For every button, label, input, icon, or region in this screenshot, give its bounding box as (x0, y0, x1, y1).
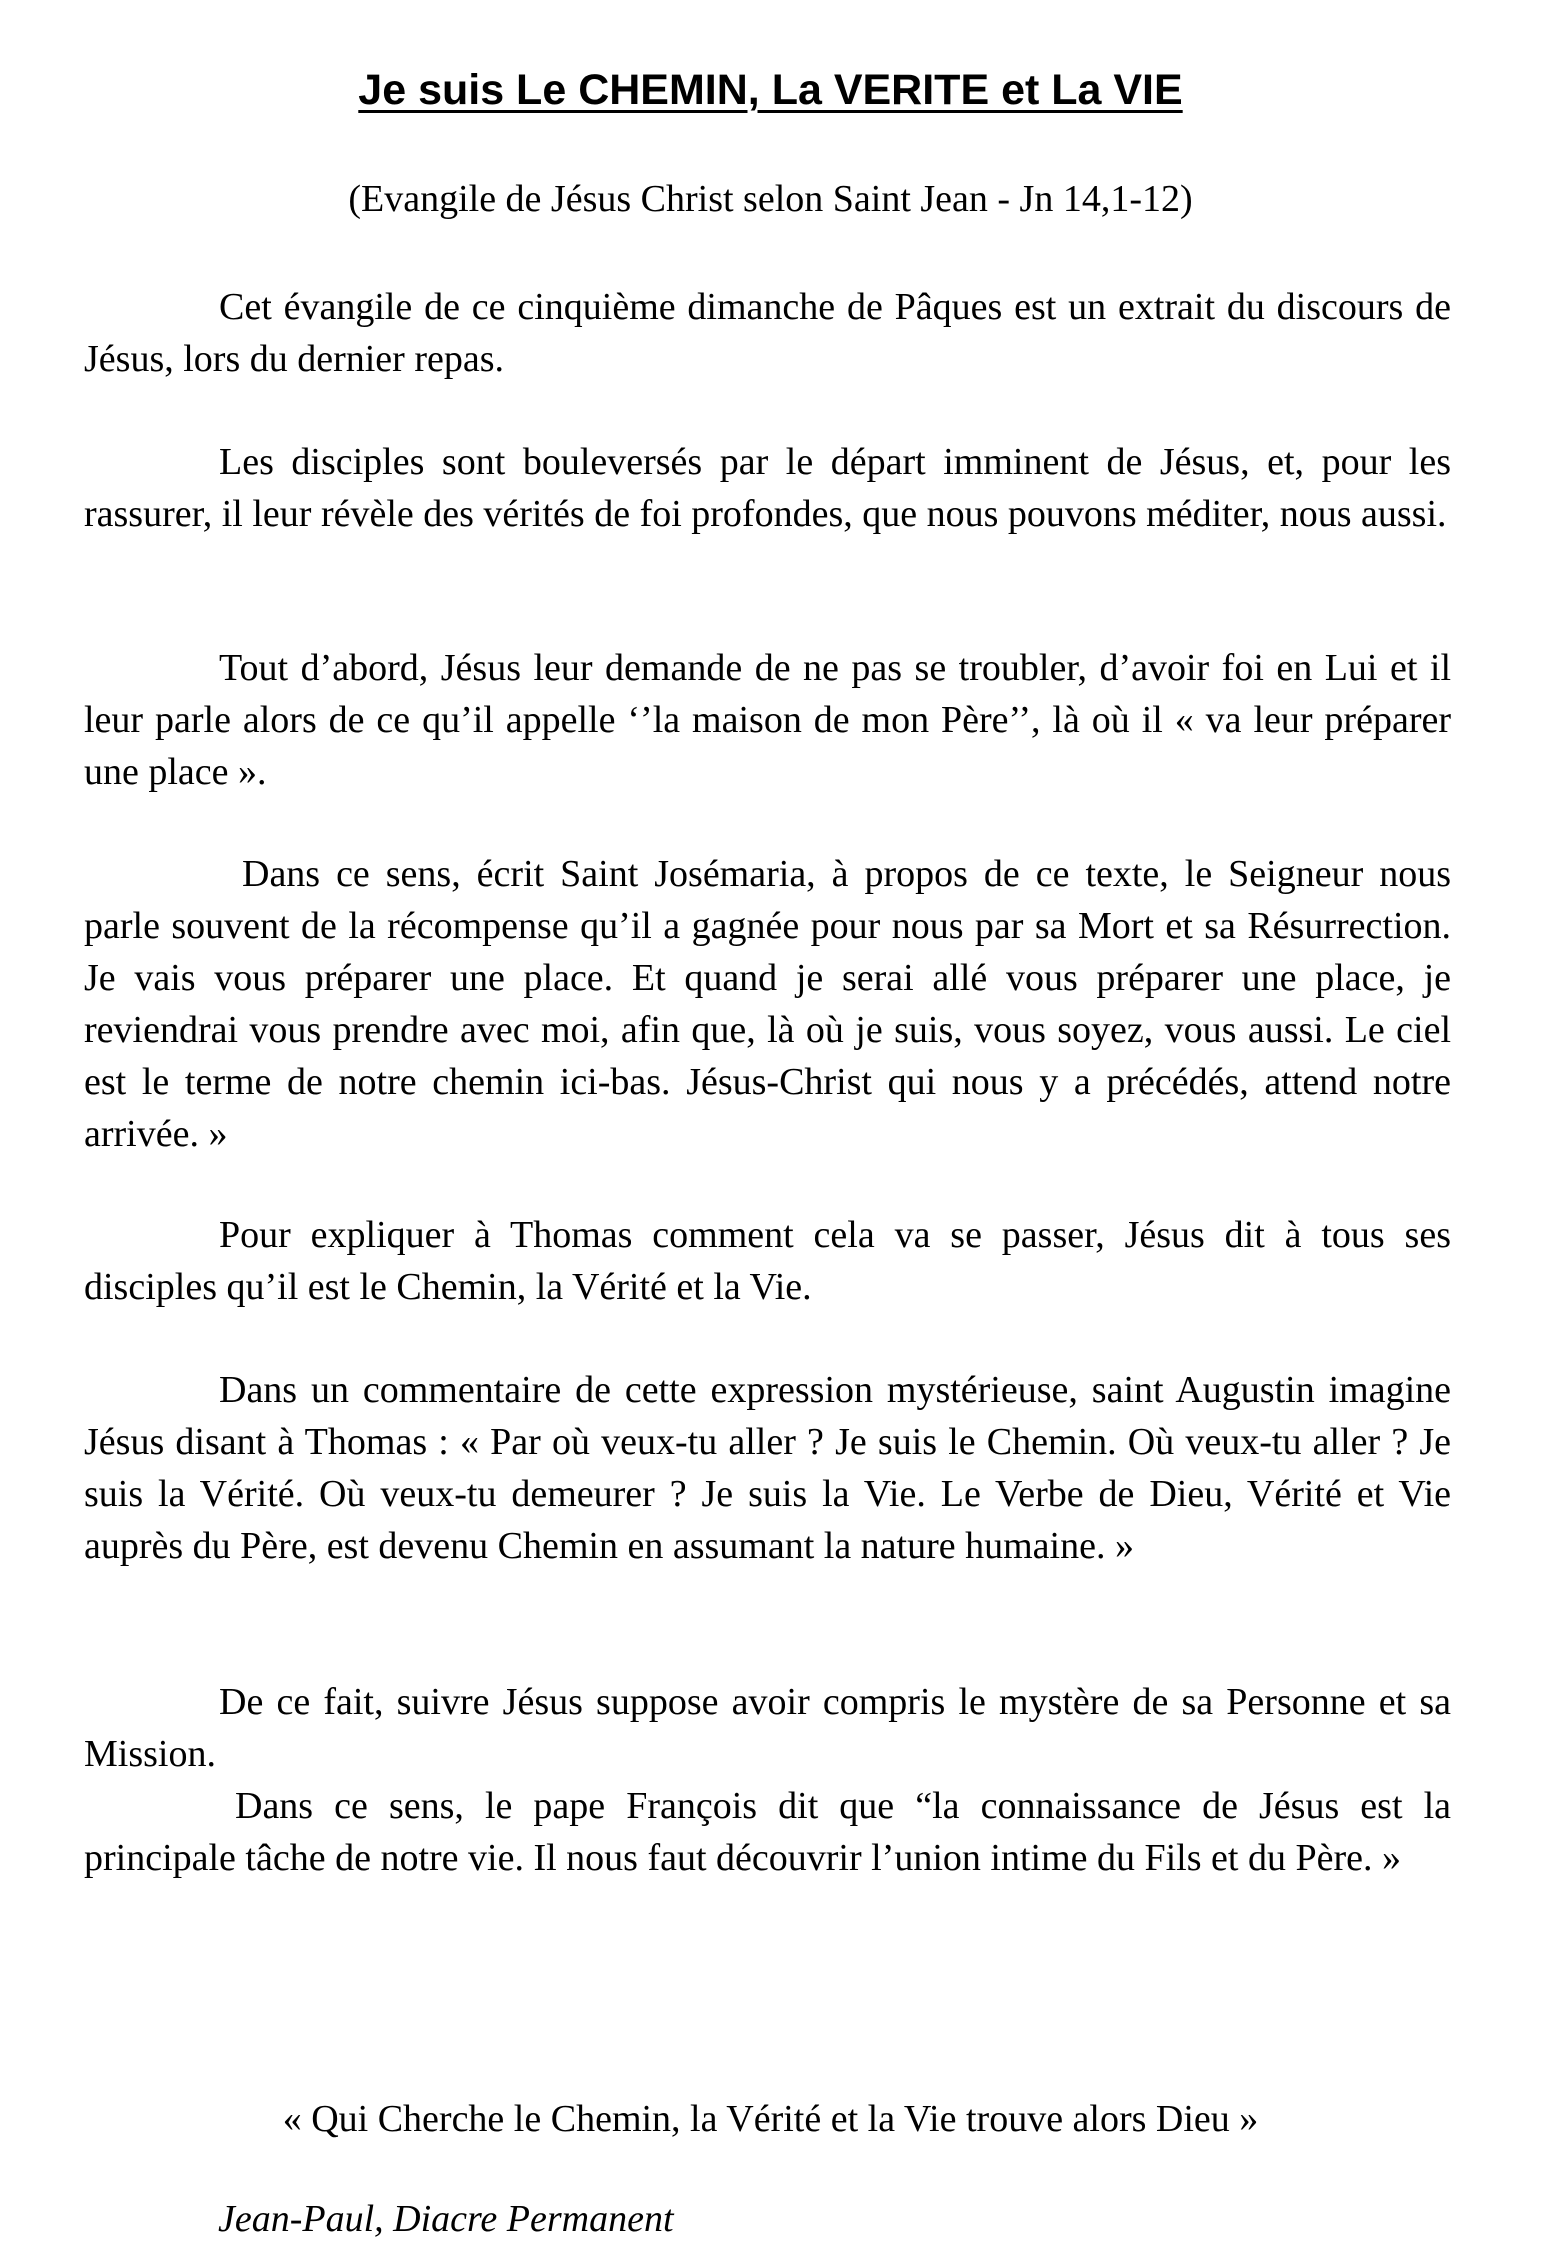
gospel-reference: (Evangile de Jésus Christ selon Saint Jean - Jn 14,1-12) (348, 178, 1193, 220)
author-signature: Jean-Paul, Diacre Permanent (218, 2198, 674, 2240)
document-title (0, 62, 1541, 118)
paragraph-1: Cet évangile de ce cinquième dimanche de Pâques est un extrait du discours de Jésus, lors du dernier repas. (84, 286, 1451, 380)
document-title-text: Je suis Le CHEMIN, La VERITE et La VIE (358, 66, 1183, 114)
paragraph-6: Dans un commentaire de cette expression mystérieuse, saint Augustin imagine Jésus disant à Thomas : « Par où veux-tu aller ? Je suis le Chemin. Où veux-tu aller ? Je suis la Vérité. Où veux-tu demeurer ? Je suis la Vie. Le Verbe de Dieu, Vérité et Vie auprès du Père, est devenu Chemin en assumant la nature humaine. » (84, 1369, 1451, 1567)
paragraph-2: Les disciples sont bouleversés par le départ imminent de Jésus, et, pour les rassurer, il leur révèle des vérités de foi profondes, que nous pouvons méditer, nous aussi. (84, 441, 1451, 535)
closing-quote: « Qui Cherche le Chemin, la Vérité et la Vie trouve alors Dieu » (282, 2098, 1259, 2140)
paragraph-8: Dans ce sens, le pape François dit que “la connaissance de Jésus est la principale tâche de notre vie. Il nous faut découvrir l’union intime du Fils et du Père. » (84, 1785, 1451, 1879)
paragraph-3: Tout d’abord, Jésus leur demande de ne pas se troubler, d’avoir foi en Lui et il leur parle alors de ce qu’il appelle ‘’la maison de mon Père’’, là où il « va leur préparer une place ». (84, 647, 1451, 793)
paragraph-5: Pour expliquer à Thomas comment cela va se passer, Jésus dit à tous ses disciples qu’il est le Chemin, la Vérité et la Vie. (84, 1214, 1451, 1308)
paragraph-7: De ce fait, suivre Jésus suppose avoir compris le mystère de sa Personne et sa Mission. (84, 1681, 1451, 1775)
paragraph-4: Dans ce sens, écrit Saint Josémaria, à propos de ce texte, le Seigneur nous parle souvent de la récompense qu’il a gagnée pour nous par sa Mort et sa Résurrection. Je vais vous préparer une place. Et quand je serai allé vous préparer une place, je reviendrai vous prendre avec moi, afin que, là où je suis, vous soyez, vous aussi. Le ciel est le terme de notre chemin ici-bas. Jésus-Christ qui nous y a précédés, attend notre arrivée. » (84, 853, 1451, 1155)
